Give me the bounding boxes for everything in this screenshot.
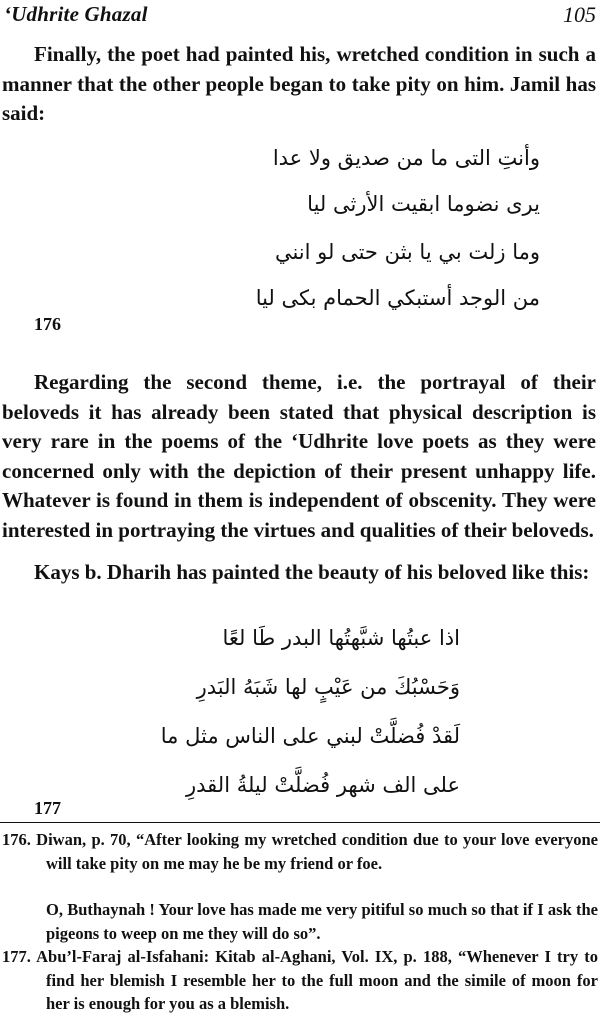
paragraph-portrayal: Regarding the second theme, i.e. the portrayal of their beloveds it has already been stated that physical description is very rare in the poems of the ‘Udhrite love poets as they were concerned only with the depiction of their present unhappy life. Whatever is found in them is independent of obscenity. They were interested in portraying the virtues and qualities of their beloveds. — [2, 370, 596, 542]
footnote-divider — [0, 822, 600, 823]
verse-line: لَقدْ فُضلَّتْ لبني على الناس مثل ما — [160, 724, 460, 748]
verse-line: على الف شهر فُضلَّتْ ليلةُ القدرِ — [186, 773, 460, 797]
footnote-177: 177. Abu’l-Faraj al-Isfahani: Kitab al-Aghani, Vol. IX, p. 188, “Whenever I try to find her blemish I resemble her to the full moon and the simile of moon for her is enough for you as a blemish. — [2, 947, 598, 1013]
verse-reference-number: 177 — [34, 798, 61, 818]
footnote-176: 176. Diwan, p. 70, “After looking my wretched condition due to your love everyone will take pity on me may he be my friend or foe. — [2, 830, 598, 873]
verse-line: من الوجد أستبكي الحمام بكى ليا — [255, 286, 540, 310]
verse-line: يرى نضوما ابقيت الأرثى ليا — [307, 192, 540, 216]
verse-line: اذا عبتُها شبَّهتُها البدر طَا لعًا — [222, 626, 460, 650]
paragraph-intro: Finally, the poet had painted his, wretched condition in such a manner that the other people began to take pity on him. Jamil has said: — [2, 42, 596, 125]
verse-reference-number: 176 — [34, 314, 61, 334]
verse-line: وأنتِ التى ما من صديق ولا عدا — [272, 146, 540, 170]
paragraph-kays: Kays b. Dharih has painted the beauty of his beloved like this: — [34, 560, 590, 584]
footnote-176-continuation: O, Buthaynah ! Your love has made me very pitiful so much so that if I ask the pigeons to weep on me they will do so”. — [46, 900, 598, 943]
page-number: 105 — [563, 2, 596, 27]
verse-line: وما زلت بي يا بثن حتى لو انني — [274, 240, 540, 264]
running-title: ‘Udhrite Ghazal — [4, 2, 148, 26]
verse-line: وَحَسْبُكَ من عَيْبٍ لها شَبَهُ البَدرِ — [196, 675, 460, 699]
